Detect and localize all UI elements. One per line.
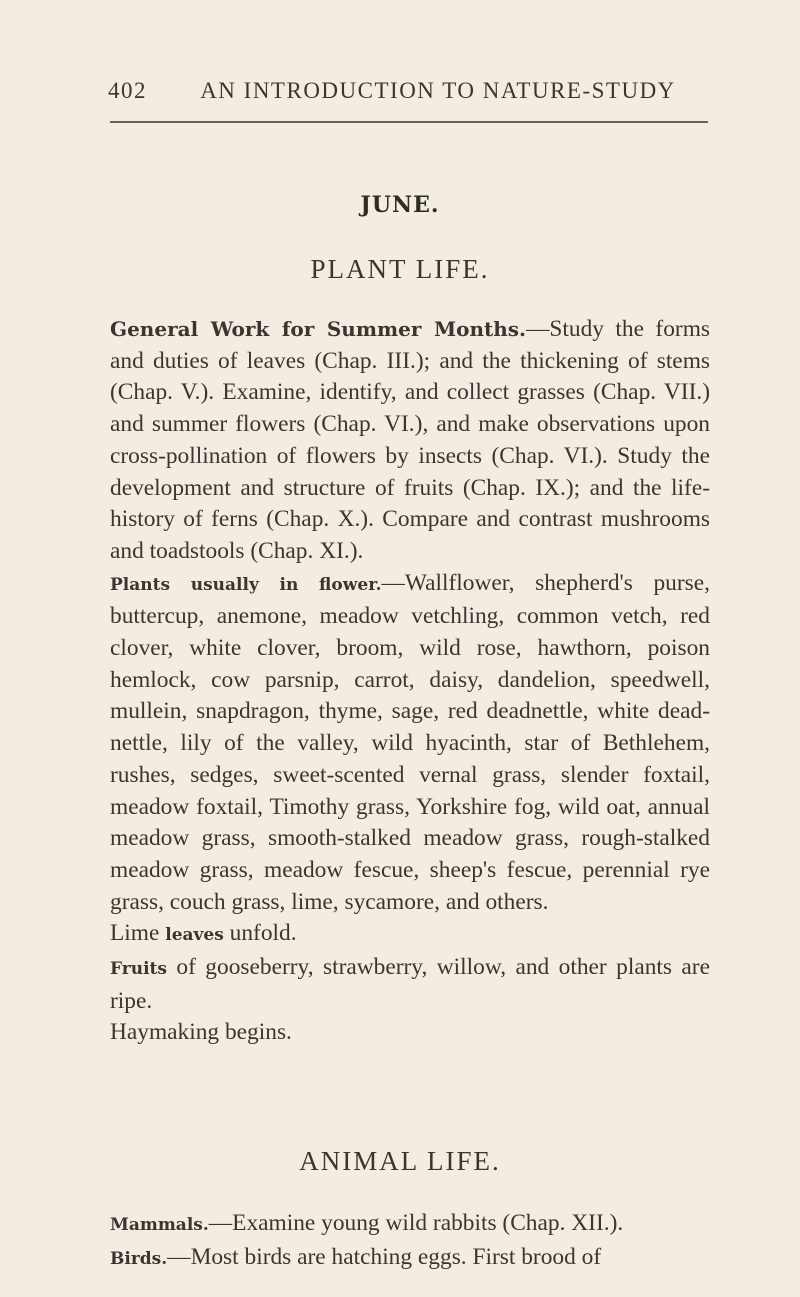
- lime-paragraph: [110, 918, 710, 952]
- running-head: [108, 78, 708, 104]
- general-work-text: —Study the forms and duties of leaves (Chap. III.); and the thickening of stems (Chap. V.). Examine, identify, and collect grasses (Chap. VII.) and summer flowers (Chap. VI.), and make observations upon cross-pollination of flowers by insects (Chap. VI.). Study the development and structure of fruits (Chap. IX.); and the life-history of ferns (Chap. X.). Compare and contrast mushrooms and toadstools (Chap. XI.).: [110, 316, 710, 564]
- plant-life-heading: PLANT LIFE.: [310, 254, 490, 284]
- mammals-text: —Examine young wild rabbits (Chap. XII.).: [208, 1210, 624, 1236]
- fruits-text: of gooseberry, strawberry, willow, and other plants are ripe.: [110, 954, 710, 1014]
- animal-life-body: [110, 1208, 710, 1275]
- general-work-lead: General Work for Summer Months.: [110, 317, 526, 341]
- birds-text: —Most birds are hatching eggs. First brood of: [167, 1243, 602, 1270]
- lime-pre: Lime: [110, 920, 160, 947]
- fruits-paragraph: [110, 952, 710, 1017]
- animal-life-heading: ANIMAL LIFE.: [299, 1146, 501, 1176]
- plants-in-flower-paragraph: [110, 568, 710, 919]
- birds-paragraph: [110, 1242, 710, 1276]
- general-work-paragraph: [110, 314, 710, 568]
- plants-in-flower-text: —Wallflower, shepherd's purse, buttercup, anemone, meadow vetchling, common vetch, red clover, white clover, broom, wild rose, hawthorn, poison hemlock, cow parsnip, carrot, daisy, dandelion, speedwell, mullein, snapdragon, thyme, sage, red deadnettle, white dead-nettle, lily of the valley, wild hyacinth, star of Bethlehem, rushes, sedges, sweet-scented vernal grass, slender foxtail, meadow foxtail, Timothy grass, Yorkshire fog, wild oat, annual meadow grass, smooth-stalked meadow grass, rough-stalked meadow grass, meadow fescue, sheep's fescue, perennial rye grass, couch grass, lime, sycamore, and others.: [110, 569, 710, 915]
- lime-bold: leaves: [165, 925, 224, 946]
- fruits-lead: Fruits: [110, 959, 167, 980]
- page-number: 402: [108, 78, 147, 103]
- month-heading: JUNE.: [360, 192, 440, 218]
- plant-life-body: [110, 314, 710, 1049]
- lime-post: unfold.: [229, 920, 297, 947]
- header-rule: [110, 121, 708, 123]
- haymaking-paragraph: Haymaking begins.: [110, 1019, 292, 1046]
- running-title: AN INTRODUCTION TO NATURE-STUDY: [200, 78, 676, 103]
- mammals-paragraph: [110, 1208, 710, 1242]
- plants-in-flower-lead: Plants usually in flower.: [110, 574, 382, 595]
- mammals-lead: Mammals.: [110, 1215, 209, 1235]
- birds-lead: Birds.: [110, 1248, 168, 1269]
